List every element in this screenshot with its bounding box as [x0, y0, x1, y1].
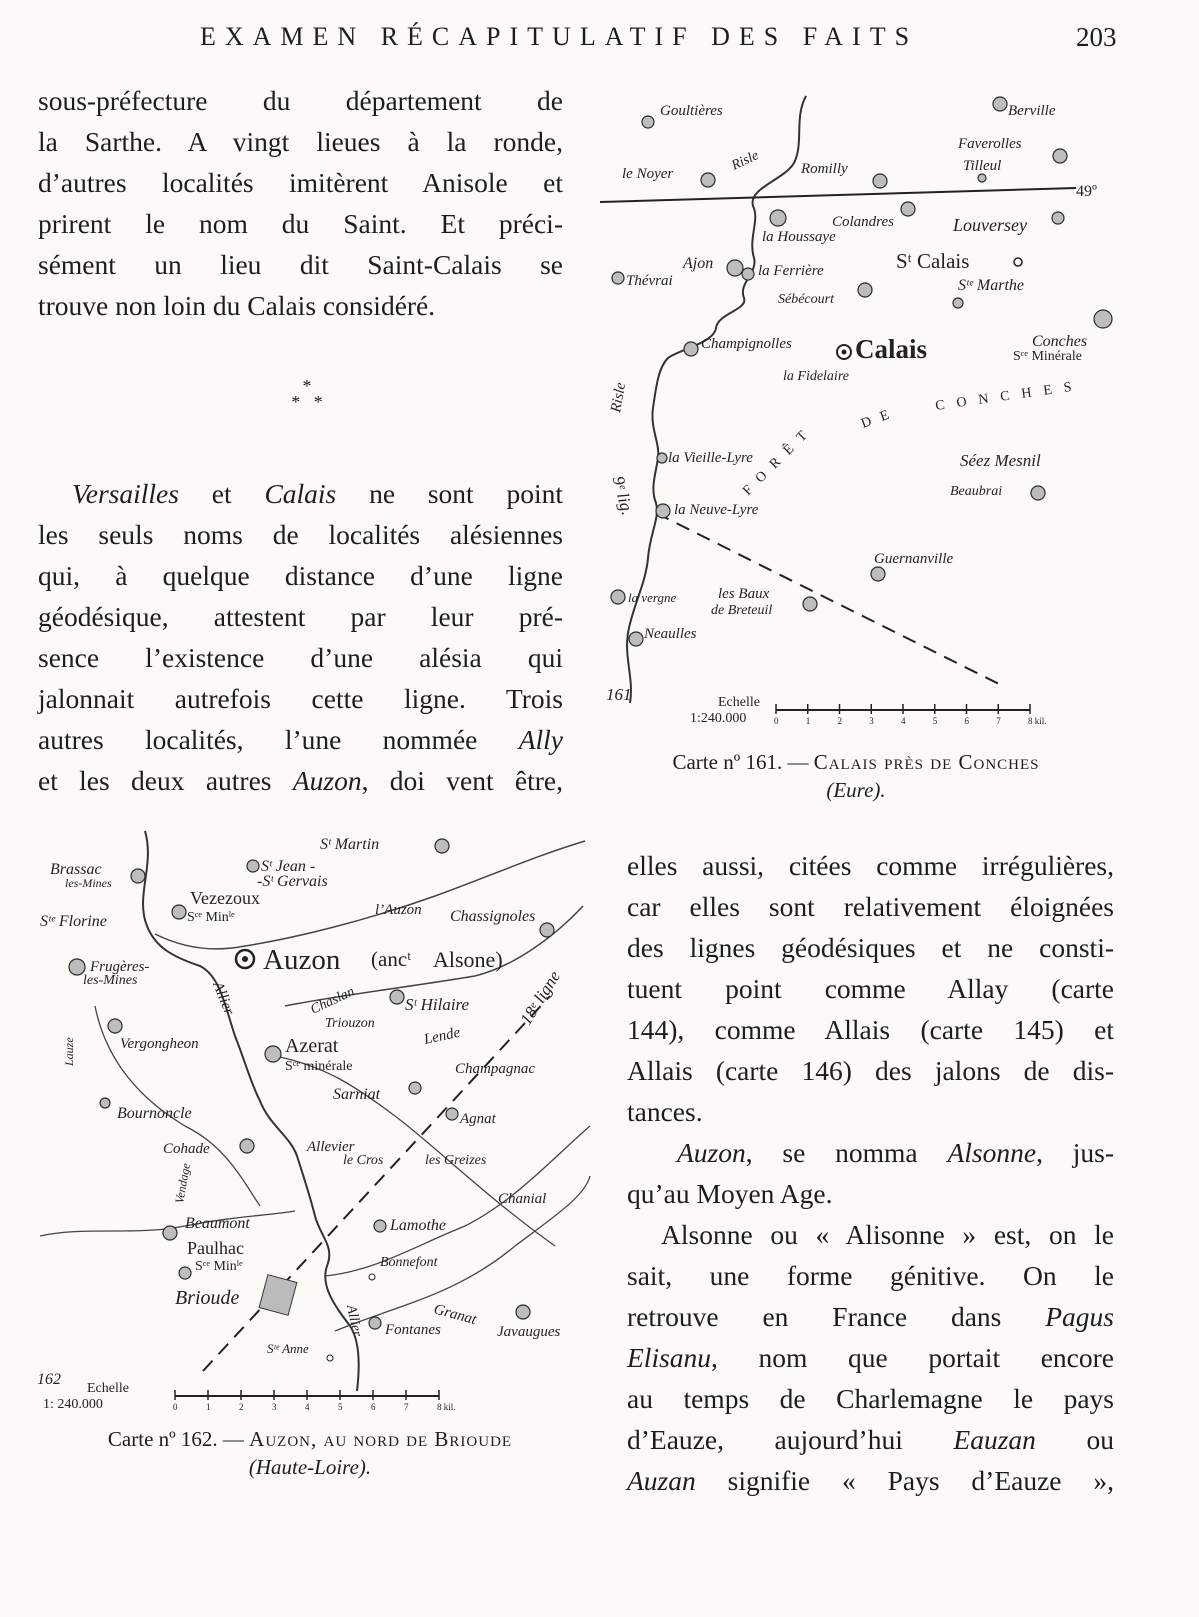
place-marker [1052, 212, 1064, 224]
place-marker [390, 990, 404, 1004]
left-top-paragraph [38, 80, 563, 326]
place-label: Calais [855, 334, 928, 364]
place-label: (ancᵗ [371, 947, 412, 971]
place-label: Faverolles [958, 136, 1022, 152]
place-label: Vergongheon [120, 1036, 199, 1052]
place-label: Auzon [263, 944, 341, 976]
text-line: sait, une forme génitive. On le [627, 1260, 1114, 1291]
italic-word: Auzon [677, 1137, 746, 1168]
text-line [627, 1132, 1114, 1173]
place-label: la Vieille-Lyre [668, 450, 753, 466]
scale-ratio: 1: 240.000 [43, 1397, 103, 1412]
text-line: géodésique, attestent par leur pré- [38, 601, 563, 632]
place-label: Sébécourt [778, 292, 834, 307]
place-marker [131, 869, 145, 883]
place-label: l’Auzon [375, 902, 422, 918]
place-marker [978, 174, 986, 182]
section-stars: * * * [291, 376, 323, 412]
place-label: la vergne [628, 590, 677, 605]
place-label: Beaubrai [950, 484, 1003, 499]
place-label: Vezezoux [190, 888, 260, 908]
place-label: Sᶜᵉ Minˡᵉ [187, 910, 235, 925]
place-label: Champagnac [455, 1061, 535, 1077]
word: , nom que portait encore [711, 1342, 1114, 1373]
word: autres localités, l’une nommée [38, 724, 478, 755]
line-label: 9ᵉ lig. [608, 474, 638, 518]
place-marker [657, 453, 667, 463]
italic-word: Alsonne [947, 1137, 1037, 1168]
italic-word: Ally [518, 724, 564, 755]
place-label: Colandres [832, 214, 894, 230]
text-line: au temps de Charlemagne le pays [627, 1383, 1114, 1414]
text-line: elles aussi, citées comme irrégulières, [627, 850, 1114, 881]
scale-tick-label: 6 [371, 1402, 376, 1412]
place-marker [993, 97, 1007, 111]
text-line: les seuls noms de localités alésiennes [38, 519, 563, 550]
place-marker [446, 1108, 458, 1120]
scale-tick-label: 2 [239, 1402, 244, 1412]
scale-tick-label: 4 [901, 716, 906, 726]
scale-tick-label: 0 [774, 716, 779, 726]
place-label: Bonnefont [380, 1255, 438, 1270]
place-label: Chassignoles [450, 908, 536, 925]
scale-tick-label: 7 [996, 716, 1001, 726]
word: retrouve en France dans [627, 1301, 1002, 1332]
map-162-caption [30, 1425, 590, 1481]
map-number: 162 [37, 1371, 61, 1388]
caption-region: (Haute-Loire). [248, 1455, 372, 1479]
caption-prefix: Carte nº 162. — [107, 1427, 250, 1451]
caption-title: Auzon, au nord de Brioude [249, 1427, 513, 1451]
word: d’Eauze, aujourd’hui [627, 1424, 903, 1455]
place-label: Sᵗ Jean - [261, 858, 316, 875]
place-label: les Baux [718, 586, 770, 602]
place-label: le Cros [343, 1153, 384, 1168]
line-label: 18ᵉ ligne [516, 967, 565, 1029]
place-marker [172, 905, 186, 919]
word: ne sont point [369, 478, 564, 509]
text-line: sous-préfecture du département de [38, 85, 563, 116]
text-line: d’autres localités imitèrent Anisole et [38, 167, 563, 198]
place-label: Granat [431, 1301, 478, 1329]
text-line: car elles sont relativement éloignées [627, 891, 1114, 922]
scale-ticks-161 [774, 704, 1047, 726]
forest-label: FORÊT [740, 421, 818, 499]
place-marker [369, 1317, 381, 1329]
place-label: Séez Mesnil [960, 451, 1041, 470]
place-label: Sarniat [333, 1086, 381, 1103]
place-marker [611, 590, 625, 604]
text-line [38, 760, 563, 801]
place-marker [409, 1082, 421, 1094]
place-label: Louversey [953, 215, 1027, 235]
map-161 [598, 88, 1097, 738]
place-label: Romilly [801, 161, 848, 177]
text-line: des lignes géodésiques et ne consti- [627, 932, 1114, 963]
place-label: Javaugues [497, 1324, 561, 1340]
place-label: Sᶜᵉ minérale [285, 1059, 353, 1074]
place-label: Thévrai [626, 273, 673, 289]
text-line: Allais (carte 146) des jalons de dis- [627, 1055, 1114, 1086]
place-marker [701, 173, 715, 187]
place-label: Goultières [660, 103, 723, 119]
text-line: tances. [627, 1096, 703, 1127]
place-label: Guernanville [874, 551, 954, 567]
place-marker [727, 260, 743, 276]
place-label: la Ferrière [758, 263, 824, 279]
river-label: Allier [343, 1303, 365, 1339]
place-label: Neaulles [644, 626, 697, 642]
scale-label: Echelle [718, 695, 760, 710]
place-marker [179, 1267, 191, 1279]
place-label: Sᵗᵉ Marthe [958, 277, 1024, 294]
scale-tick-label: 0 [173, 1402, 178, 1412]
scale-tick-label: 3 [869, 716, 874, 726]
scale-tick-label: 3 [272, 1402, 277, 1412]
italic-word: Calais [264, 478, 337, 509]
word: ou [1086, 1424, 1114, 1455]
word: et les deux autres [38, 765, 272, 796]
text-line: prirent le nom du Saint. Et préci- [38, 208, 563, 239]
place-label: Conches [1032, 333, 1088, 350]
place-label: Fontanes [385, 1322, 441, 1338]
page-number: 203 [1076, 22, 1117, 52]
place-label: les Greizes [425, 1153, 487, 1168]
place-label: Risle [729, 148, 762, 174]
place-label: Allevier [307, 1139, 355, 1155]
scale-tick-label: 6 [964, 716, 969, 726]
scale-tick-label: 2 [837, 716, 842, 726]
word: , doi vent être, [361, 765, 564, 796]
scale-tick-label: 8 kil. [437, 1402, 456, 1412]
place-label: Triouzon [325, 1016, 375, 1031]
place-marker [435, 839, 449, 853]
place-marker [803, 597, 817, 611]
place-marker [369, 1274, 375, 1280]
place-label: 49º [1076, 183, 1097, 200]
place-label: Cohade [163, 1141, 210, 1157]
italic-word: Auzon [292, 765, 362, 796]
place-label: Alsone) [433, 947, 503, 972]
scale-tick-label: 8 kil. [1028, 716, 1047, 726]
scale-ratio: 1:240.000 [690, 711, 747, 726]
place-marker [100, 1098, 110, 1108]
scale-tick-label: 7 [404, 1402, 409, 1412]
place-label: -Sᵗ Gervais [257, 873, 328, 890]
italic-word: Elisanu [627, 1342, 712, 1373]
scale-tick-label: 5 [932, 716, 938, 726]
place-label: Sᶜᵉ Minérale [1013, 349, 1082, 364]
river-label: Lauze [62, 1037, 76, 1066]
text-line: qui, à quelque distance d’une ligne [38, 560, 563, 591]
word: , jus- [1036, 1137, 1114, 1168]
place-label: Sᵗᵉ Florine [40, 913, 107, 930]
text-line [627, 1337, 1114, 1378]
caption-prefix: Carte nº 161. — [672, 750, 814, 774]
place-marker [1053, 149, 1067, 163]
calais-marker-center [842, 350, 847, 355]
text-line: sence l’existence d’une alésia qui [38, 642, 563, 673]
place-marker [516, 1305, 530, 1319]
place-marker [1014, 258, 1022, 266]
text-line: jalonnait autrefois cette ligne. Trois [38, 683, 563, 714]
place-marker [108, 1019, 122, 1033]
river-label: Lende [422, 1024, 462, 1048]
text-line: trouve non loin du Calais considéré. [38, 290, 436, 321]
place-marker [656, 504, 670, 518]
word: signifie « Pays d’Eauze », [727, 1465, 1114, 1496]
river-label: Allier [209, 979, 237, 1018]
text-line: Alsonne ou « Alisonne » est, on le [661, 1219, 1114, 1250]
place-marker [163, 1226, 177, 1240]
place-label: les-Mines [83, 973, 138, 988]
text-line: 144), comme Allais (carte 145) et [627, 1014, 1114, 1045]
place-label: Beaumont [185, 1215, 250, 1232]
italic-word: Versailles [72, 478, 179, 509]
text-line: qu’au Moyen Age. [627, 1178, 833, 1209]
river-label: Vendage [172, 1162, 194, 1205]
place-marker [265, 1046, 281, 1062]
place-marker [327, 1355, 333, 1361]
caption-title: Calais près de Conches [813, 750, 1040, 774]
text-line [627, 1296, 1114, 1337]
auzon-marker-center [242, 956, 248, 962]
geodesic-line [656, 513, 1003, 686]
place-marker [374, 1220, 386, 1232]
place-label: la Neuve-Lyre [674, 502, 759, 518]
place-label: Sᵗᵉ Anne [267, 1341, 309, 1356]
place-marker [540, 923, 554, 937]
right-bottom-paragraph [627, 845, 1114, 1501]
place-label: Brassac [50, 861, 102, 878]
map-161-caption [596, 748, 1116, 804]
scale-tick-label: 1 [805, 716, 811, 726]
scale-tick-label: 1 [206, 1402, 211, 1412]
italic-word: Pagus [1045, 1301, 1114, 1332]
place-label: Chaslan [308, 984, 358, 1018]
scale-tick-label: 5 [338, 1402, 343, 1412]
place-label: la Fidelaire [783, 369, 849, 384]
place-label: Tilleul [963, 158, 1002, 174]
place-marker [742, 268, 754, 280]
map-162 [35, 826, 595, 1426]
place-label: la Houssaye [762, 229, 836, 245]
place-marker [684, 342, 698, 356]
place-marker [1031, 486, 1045, 500]
text-line: la Sarthe. A vingt lieues à la ronde, [38, 126, 563, 157]
text-line [627, 1419, 1114, 1460]
text-line: tuent point comme Allay (carte [627, 973, 1114, 1004]
place-marker [629, 632, 643, 646]
place-label: Brioude [175, 1287, 240, 1309]
place-label: Risle [608, 381, 630, 414]
caption-region: (Eure). [826, 778, 886, 802]
place-marker [873, 174, 887, 188]
text-line [627, 1460, 1114, 1501]
place-label: Ajon [683, 255, 714, 272]
word: , se nomma [745, 1137, 948, 1168]
place-label: Sᵗ Hilaire [405, 995, 470, 1014]
forest-label: DE [859, 404, 901, 432]
place-marker [612, 272, 624, 284]
place-marker [953, 298, 963, 308]
brioude-town [259, 1275, 297, 1316]
place-marker [770, 210, 786, 226]
place-label: Champignolles [701, 336, 792, 352]
scale-label: Echelle [87, 1381, 129, 1396]
place-label: Sᵗ Calais [896, 249, 970, 273]
text-line [38, 719, 563, 760]
italic-word: Auzan [627, 1465, 696, 1496]
place-label: Lamothe [390, 1217, 446, 1234]
forest-label: CONCHES [934, 378, 1085, 414]
running-head: EXAMEN RÉCAPITULATIF DES FAITS [200, 22, 919, 51]
left-mid-paragraph [38, 473, 563, 801]
place-marker [247, 860, 259, 872]
place-label: Azerat [285, 1035, 339, 1057]
place-label: les-Mines [65, 876, 112, 890]
map-number: 161 [606, 685, 632, 704]
place-marker [901, 202, 915, 216]
word: et [211, 478, 232, 509]
text-line: sément un lieu dit Saint-Calais se [38, 249, 563, 280]
place-label: Chanial [498, 1191, 547, 1207]
scale-tick-label: 4 [305, 1402, 310, 1412]
place-label: Sᶜᵉ Minˡᵉ [195, 1259, 243, 1274]
parallel-49 [600, 188, 1076, 202]
italic-word: Eauzan [953, 1424, 1036, 1455]
place-marker [642, 116, 654, 128]
place-label: le Noyer [622, 166, 674, 182]
text-line [38, 473, 563, 514]
place-label: Berville [1008, 103, 1056, 119]
place-label: Sᵗ Martin [320, 836, 380, 853]
scale-ticks-162 [173, 1390, 456, 1412]
place-marker [858, 283, 872, 297]
place-label: Frugères- [90, 959, 150, 975]
place-marker [871, 567, 885, 581]
place-label: Bournoncle [117, 1105, 192, 1122]
place-marker [1094, 310, 1112, 328]
place-label: Agnat [460, 1111, 496, 1127]
place-label: Paulhac [187, 1238, 244, 1258]
place-marker [240, 1139, 254, 1153]
place-label: de Breteuil [711, 603, 773, 618]
